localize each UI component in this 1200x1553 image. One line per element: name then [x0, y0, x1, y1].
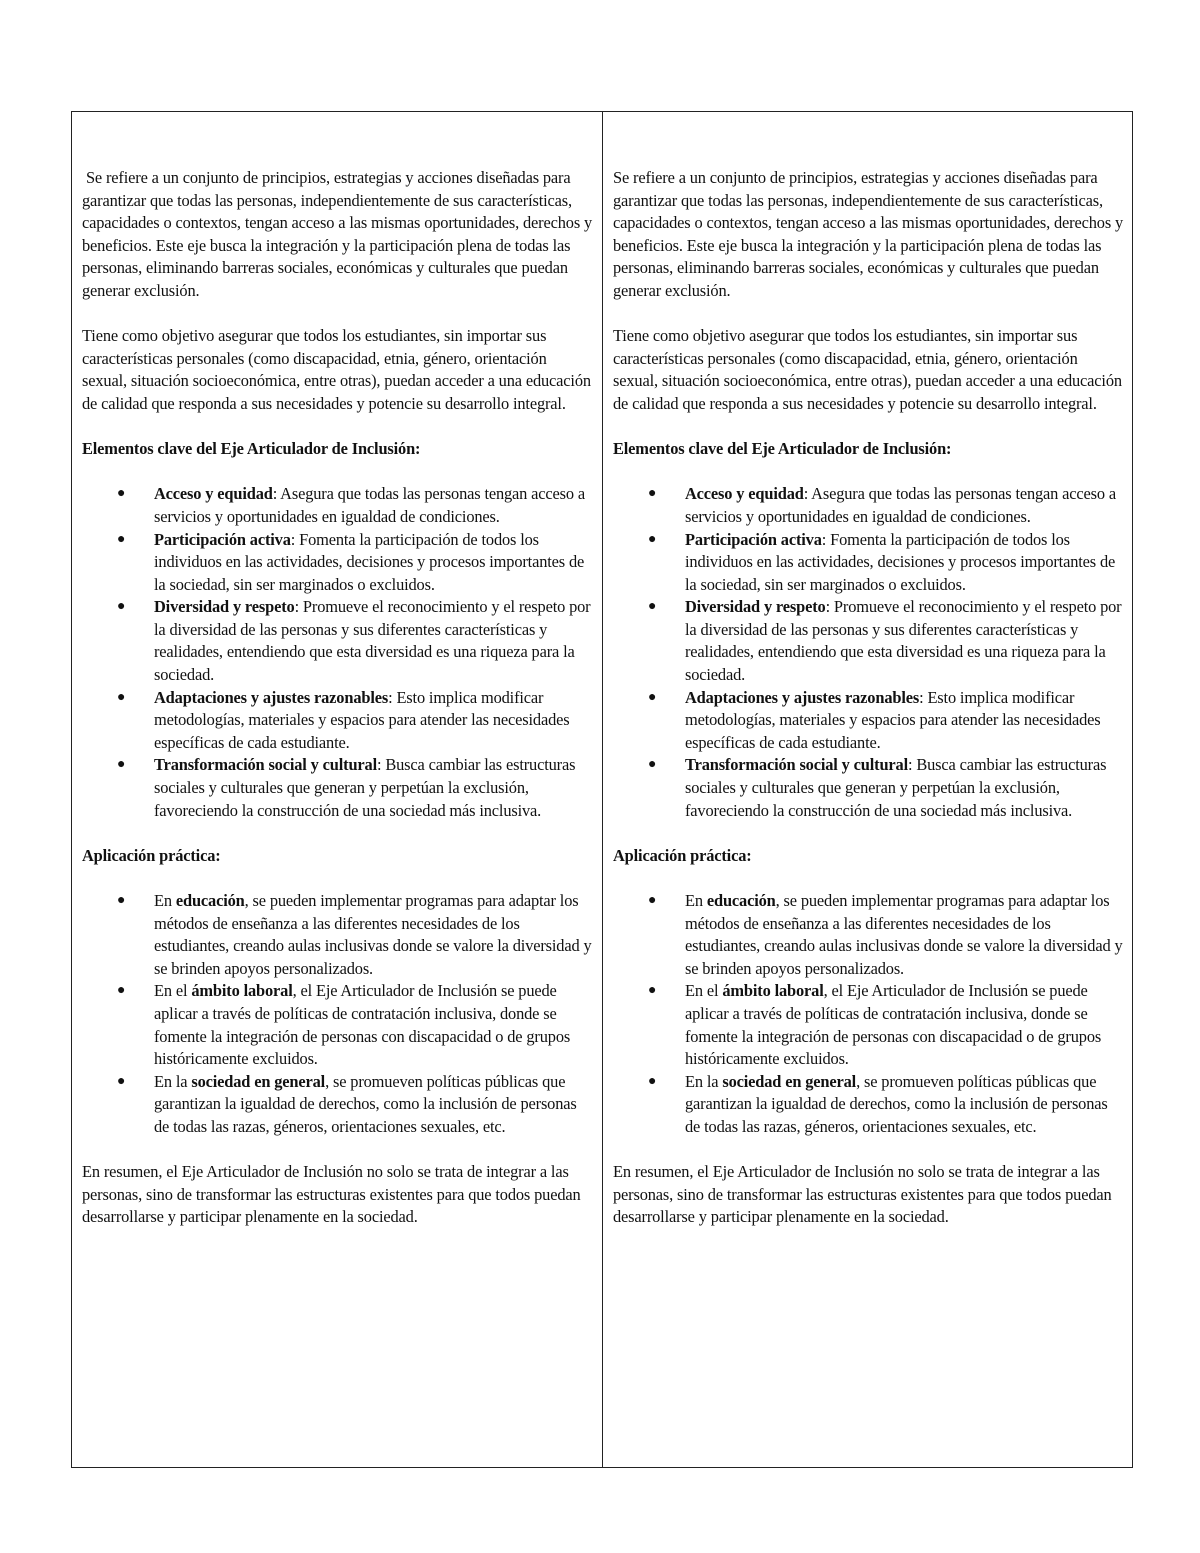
- item-term: Acceso y equidad: [685, 484, 804, 504]
- list-item: [648, 1071, 1124, 1139]
- bullet-icon: ●: [648, 531, 657, 547]
- list-item: [648, 754, 1124, 822]
- list-item: [117, 529, 594, 597]
- item-term: Adaptaciones y ajustes razonables: [154, 687, 389, 707]
- bullet-icon: ●: [648, 1073, 657, 1089]
- intro-paragraph: Se refiere a un conjunto de principios, estrategias y acciones diseñadas para garantizar que todas las personas, independientemente de sus características, capacidades o contextos, tengan acceso a las mismas oportunidades, derechos y beneficios. Este eje busca la integración y la participación plena de todas las personas, eliminando barreras sociales, económicas y culturales que puedan generar exclusión.: [613, 168, 1124, 300]
- item-text: : Fomenta la participación de todos los individuos en las actividades, decisiones y procesos importantes de la sociedad, sin ser marginados o excluidos.: [154, 529, 585, 594]
- item-text: , el Eje Articulador de Inclusión se puede aplicar a través de políticas de contratación inclusiva, donde se fomente la integración de personas con discapacidad o de grupos históricamente excluidos.: [685, 981, 1102, 1069]
- item-text: : Esto implica modificar metodologías, materiales y espacios para atender las necesidades específicas de cada estudiante.: [685, 687, 1101, 752]
- bullet-icon: ●: [648, 983, 657, 999]
- key-elements-heading: Elementos clave del Eje Articulador de Inclusión:: [613, 439, 952, 459]
- list-item: [117, 890, 594, 980]
- table-column-left: [72, 112, 602, 1467]
- bullet-icon: ●: [648, 893, 657, 908]
- intro-paragraph: Se refiere a un conjunto de principios, estrategias y acciones diseñadas para garantizar que todas las personas, independientemente de sus características, capacidades o contextos, tengan acceso a las mismas oportunidades, derechos y beneficios. Este eje busca la integración y la participación plena de todas las personas, eliminando barreras sociales, económicas y culturales que puedan generar exclusión.: [82, 168, 593, 300]
- item-prefix: En el: [154, 981, 192, 1001]
- bullet-icon: ●: [648, 689, 657, 705]
- item-text: : Busca cambiar las estructuras sociales y culturales que generan y perpetúan la exclusión, favoreciendo la construcción de una sociedad más inclusiva.: [154, 755, 576, 820]
- bullet-icon: ●: [117, 599, 126, 615]
- practical-application-list: [82, 890, 594, 1139]
- item-text: : Asegura que todas las personas tengan acceso a servicios y oportunidades en igualdad de condiciones.: [154, 484, 586, 526]
- item-term: ámbito laboral: [722, 981, 824, 1001]
- item-term: educación: [706, 891, 776, 910]
- table-column-right: [602, 112, 1132, 1467]
- key-elements-list: [613, 483, 1124, 822]
- list-item: [117, 1071, 594, 1139]
- bullet-icon: ●: [117, 689, 126, 705]
- item-prefix: En la: [154, 1071, 192, 1091]
- item-term: Transformación social y cultural: [154, 755, 377, 775]
- list-item: [117, 754, 594, 822]
- bullet-icon: ●: [117, 531, 126, 547]
- item-text: , se pueden implementar programas para adaptar los métodos de enseñanza a las diferentes necesidades de los estudiantes, creando aulas inclusivas donde se valore la diversidad y se brinden apoyos personalizados.: [154, 891, 592, 978]
- practical-application-list: [613, 890, 1124, 1139]
- item-term: educación: [175, 891, 245, 910]
- item-term: Adaptaciones y ajustes razonables: [685, 687, 920, 707]
- objective-paragraph: Tiene como objetivo asegurar que todos los estudiantes, sin importar sus características personales (como discapacidad, etnia, género, orientación sexual, situación socioeconómica, entre otras), puedan acceder a una educación de calidad que responda a sus necesidades y potencie su desarrollo integral.: [613, 326, 1122, 413]
- list-item: [117, 687, 594, 755]
- item-text: : Fomenta la participación de todos los individuos en las actividades, decisiones y procesos importantes de la sociedad, sin ser marginados o excluidos.: [685, 529, 1116, 594]
- item-text: , se promueven políticas públicas que garantizan la igualdad de derechos, como la inclusión de personas de todas las razas, géneros, orientaciones sexuales, etc.: [154, 1071, 577, 1136]
- item-text: , el Eje Articulador de Inclusión se puede aplicar a través de políticas de contratación inclusiva, donde se fomente la integración de personas con discapacidad o de grupos históricamente excluidos.: [154, 981, 571, 1069]
- bullet-icon: ●: [117, 893, 126, 908]
- list-item: [648, 483, 1124, 528]
- item-text: : Busca cambiar las estructuras sociales y culturales que generan y perpetúan la exclusión, favoreciendo la construcción de una sociedad más inclusiva.: [685, 755, 1107, 820]
- item-term: Transformación social y cultural: [685, 755, 908, 775]
- item-text: : Esto implica modificar metodologías, materiales y espacios para atender las necesidades específicas de cada estudiante.: [154, 687, 570, 752]
- list-item: [117, 596, 594, 686]
- key-elements-list: [82, 483, 594, 822]
- bullet-icon: ●: [117, 486, 126, 502]
- item-term: Diversidad y respeto: [154, 597, 295, 617]
- list-item: [648, 529, 1124, 597]
- item-term: Participación activa: [154, 529, 291, 549]
- item-prefix: En el: [685, 981, 723, 1001]
- item-text: , se pueden implementar programas para adaptar los métodos de enseñanza a las diferentes necesidades de los estudiantes, creando aulas inclusivas donde se valore la diversidad y se brinden apoyos personalizados.: [685, 891, 1123, 978]
- list-item: [117, 483, 594, 528]
- bullet-icon: ●: [648, 599, 657, 615]
- item-term: sociedad en general: [722, 1071, 857, 1091]
- key-elements-heading: Elementos clave del Eje Articulador de Inclusión:: [82, 439, 421, 459]
- bullet-icon: ●: [117, 983, 126, 999]
- item-term: Acceso y equidad: [154, 484, 273, 504]
- item-term: ámbito laboral: [191, 981, 293, 1001]
- item-text: : Promueve el reconocimiento y el respeto por la diversidad de las personas y sus diferentes características y realidades, entendiendo que esta diversidad es una riqueza para la sociedad.: [685, 597, 1122, 685]
- item-prefix: En la: [685, 1071, 723, 1091]
- bullet-icon: ●: [117, 757, 126, 773]
- practical-application-heading: Aplicación práctica:: [82, 845, 221, 865]
- bullet-icon: ●: [117, 1073, 126, 1089]
- bullet-icon: ●: [648, 757, 657, 773]
- item-text: : Promueve el reconocimiento y el respeto por la diversidad de las personas y sus diferentes características y realidades, entendiendo que esta diversidad es una riqueza para la sociedad.: [154, 597, 591, 685]
- item-prefix: En: [154, 891, 176, 910]
- list-item: [648, 890, 1124, 980]
- bullet-icon: ●: [648, 486, 657, 502]
- list-item: [117, 980, 594, 1070]
- item-text: , se promueven políticas públicas que garantizan la igualdad de derechos, como la inclusión de personas de todas las razas, géneros, orientaciones sexuales, etc.: [685, 1071, 1108, 1136]
- item-text: : Asegura que todas las personas tengan acceso a servicios y oportunidades en igualdad de condiciones.: [685, 484, 1117, 526]
- list-item: [648, 980, 1124, 1070]
- item-term: Diversidad y respeto: [685, 597, 826, 617]
- document-table: [71, 111, 1133, 1468]
- item-term: sociedad en general: [191, 1071, 326, 1091]
- summary-paragraph: En resumen, el Eje Articulador de Inclusión no solo se trata de integrar a las personas, sino de transformar las estructuras existentes para que todos puedan desarrollarse y participar plenamente en la sociedad.: [82, 1162, 581, 1227]
- item-term: Participación activa: [685, 529, 822, 549]
- item-prefix: En: [685, 891, 707, 910]
- objective-paragraph: Tiene como objetivo asegurar que todos los estudiantes, sin importar sus características personales (como discapacidad, etnia, género, orientación sexual, situación socioeconómica, entre otras), puedan acceder a una educación de calidad que responda a sus necesidades y potencie su desarrollo integral.: [82, 326, 591, 413]
- summary-paragraph: En resumen, el Eje Articulador de Inclusión no solo se trata de integrar a las personas, sino de transformar las estructuras existentes para que todos puedan desarrollarse y participar plenamente en la sociedad.: [613, 1162, 1112, 1227]
- list-item: [648, 687, 1124, 755]
- practical-application-heading: Aplicación práctica:: [613, 845, 752, 865]
- list-item: [648, 596, 1124, 686]
